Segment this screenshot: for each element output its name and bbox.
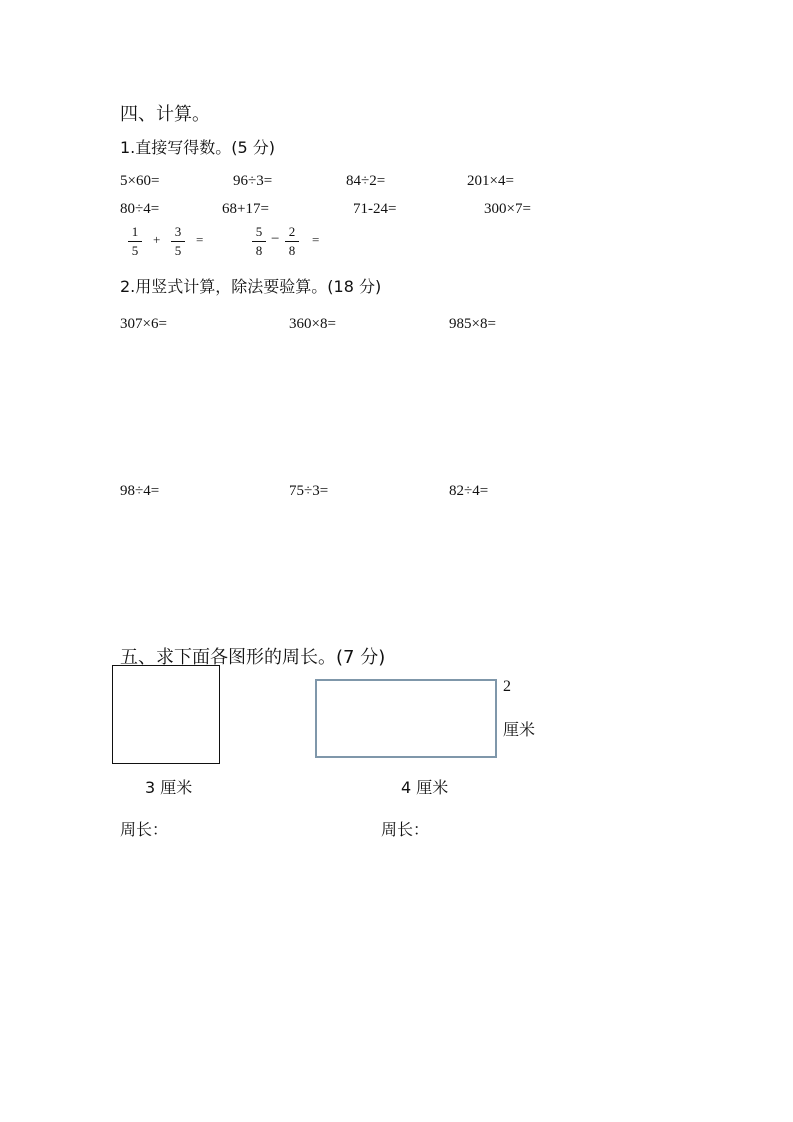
fraction xyxy=(128,224,142,259)
operator: + xyxy=(153,232,161,247)
fraction xyxy=(171,224,185,259)
operator: − xyxy=(271,231,280,247)
fraction xyxy=(252,224,266,259)
q2-item: 75÷3= xyxy=(289,483,329,499)
fraction-bar xyxy=(252,241,266,242)
q1-item: 71-24= xyxy=(353,201,397,217)
numerator: 2 xyxy=(288,224,296,239)
rectangle-height-value: 2 xyxy=(503,678,511,695)
numerator: 3 xyxy=(174,224,182,239)
q1-item: 96÷3= xyxy=(233,173,273,189)
fraction xyxy=(285,224,299,259)
q2-item: 307×6= xyxy=(120,316,167,332)
q1-item: 84÷2= xyxy=(346,173,386,189)
fraction-bar xyxy=(171,241,185,242)
rectangle-height-unit: 厘米 xyxy=(503,720,536,739)
square-figure xyxy=(112,665,220,764)
denominator: 8 xyxy=(288,243,296,258)
equals-sign: = xyxy=(196,232,204,247)
q2-item: 82÷4= xyxy=(449,483,489,499)
q2-heading: 2.用竖式计算，除法要验算。(18 分) xyxy=(120,277,382,296)
q1-heading: 1.直接写得数。(5 分) xyxy=(120,138,276,157)
fraction-bar xyxy=(285,241,299,242)
q1-item: 5×60= xyxy=(120,173,160,189)
equals-sign: = xyxy=(312,232,320,247)
numerator: 5 xyxy=(255,224,263,239)
fraction-bar xyxy=(128,241,142,242)
q1-item: 201×4= xyxy=(467,173,514,189)
rectangle-perimeter-label: 周长： xyxy=(381,820,430,839)
q2-item: 360×8= xyxy=(289,316,336,332)
rectangle-figure xyxy=(315,679,497,758)
square-side-label: 3 厘米 xyxy=(145,778,193,797)
q2-item: 98÷4= xyxy=(120,483,160,499)
q1-item: 80÷4= xyxy=(120,201,160,217)
section-4-title: 四、计算。 xyxy=(120,104,210,125)
denominator: 8 xyxy=(255,243,263,258)
denominator: 5 xyxy=(174,243,182,258)
q1-item: 300×7= xyxy=(484,201,531,217)
square-perimeter-label: 周长： xyxy=(120,820,169,839)
q2-item: 985×8= xyxy=(449,316,496,332)
q1-item: 68+17= xyxy=(222,201,269,217)
rectangle-width-label: 4 厘米 xyxy=(401,778,449,797)
denominator: 5 xyxy=(131,243,139,258)
numerator: 1 xyxy=(131,224,139,239)
section-5-title: 五、求下面各图形的周长。(7 分) xyxy=(120,647,386,668)
